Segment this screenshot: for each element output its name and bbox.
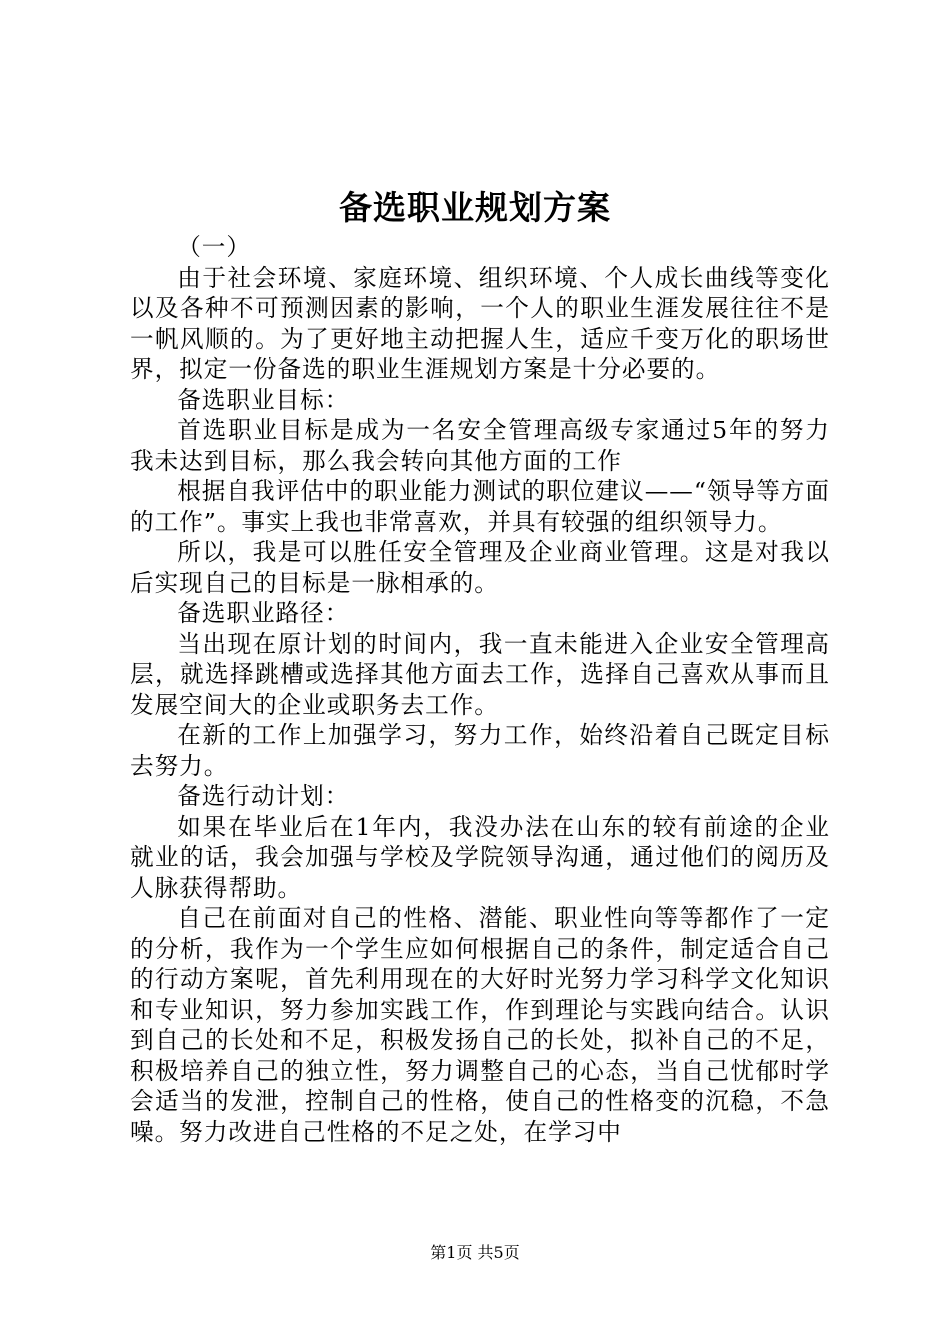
page-footer: 第1页 共5页 (430, 1243, 520, 1262)
document-title: 备选职业规划方案 (339, 188, 611, 227)
document-body (130, 232, 830, 1147)
paragraph-intro: 由于社会环境、家庭环境、组织环境、个人成长曲线等变化以及各种不可预测因素的影响，一个人的职业生涯发展往往不是一帆风顺的。为了更好地主动把握人生，适应千变万化的职场世界，拟定一份备选的职业生涯规划方案是十分必要的。 (130, 263, 830, 383)
paragraph-new-job: 在新的工作上加强学习，努力工作，始终沿着自己既定目标去努力。 (130, 721, 830, 780)
paragraph-self-analysis: 自己在前面对自己的性格、潜能、职业性向等等都作了一定的分析，我作为一个学生应如何根据自己的条件，制定适合自己的行动方案呢，首先利用现在的大好时光努力学习科学文化知识和专业知识，努力参加实践工作，作到理论与实践向结合。认识到自己的长处和不足，积极发扬自己的长处，拟补自己的不足，积极培养自己的独立性，努力调整自己的心态，当自己忧郁时学会适当的发泄，控制自己的性格，使自己的性格变的沉稳，不急噪。努力改进自己性格的不足之处，在学习中 (130, 904, 830, 1146)
heading-alternative-career-goal: 备选职业目标： (177, 385, 350, 414)
paragraph-section-number: （一） (177, 233, 251, 261)
heading-alternative-career-path: 备选职业路径： (177, 599, 350, 627)
heading-alternative-action-plan: 备选行动计划： (177, 782, 350, 810)
paragraph-primary-goal: 首选职业目标是成为一名安全管理高级专家通过5年的努力我未达到目标，那么我会转向其他方面的工作 (130, 416, 830, 475)
paragraph-career-path: 当出现在原计划的时间内，我一直未能进入企业安全管理高层，就选择跳槽或选择其他方面去工作，选择自己喜欢从事而且发展空间大的企业或职务去工作。 (130, 629, 830, 719)
paragraph-after-graduation: 如果在毕业后在1年内，我没办法在山东的较有前途的企业就业的话，我会加强与学校及学院领导沟通，通过他们的阅历及人脉获得帮助。 (130, 812, 830, 902)
paragraph-self-assessment: 根据自我评估中的职业能力测试的职位建议——“领导等方面的工作”。事实上我也非常喜欢，并具有较强的组织领导力。 (130, 477, 830, 536)
paragraph-conclusion: 所以，我是可以胜任安全管理及企业商业管理。这是对我以后实现自己的目标是一脉相承的。 (130, 538, 830, 597)
